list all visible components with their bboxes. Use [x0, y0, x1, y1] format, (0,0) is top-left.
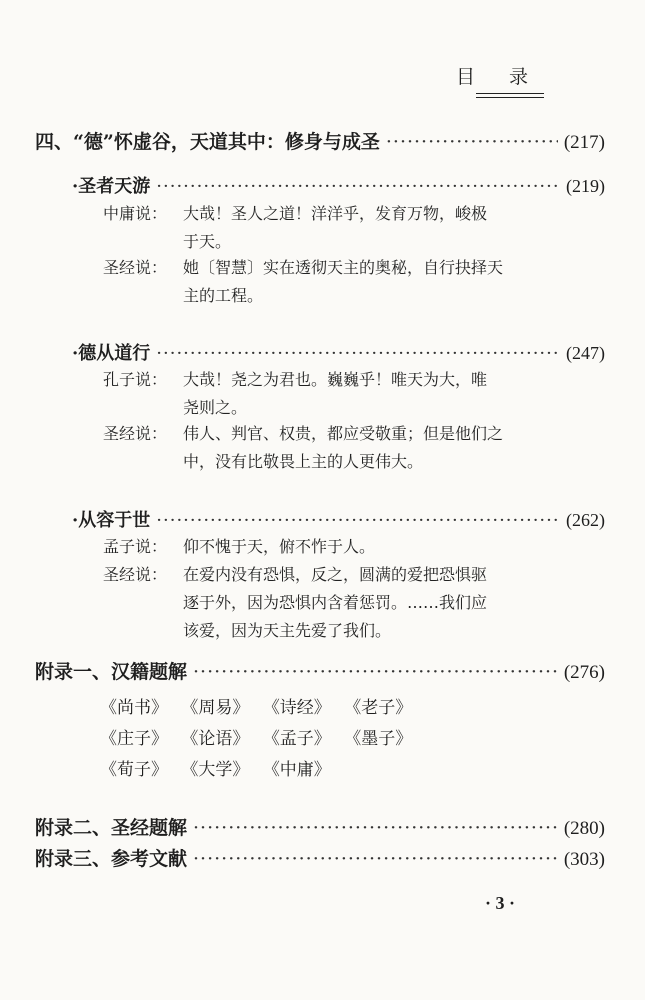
book-title: 《老子》: [344, 698, 413, 718]
quote-text: [183, 366, 487, 422]
toc-entry-page: (262): [566, 510, 605, 530]
book-title: 《尚书》: [100, 698, 168, 718]
quote-block: [103, 533, 563, 561]
book-title: 《孟子》: [262, 729, 331, 749]
quote-text: [183, 533, 375, 561]
quote-text: [183, 420, 503, 476]
book-title: 《周易》: [181, 698, 250, 718]
quote-block: [103, 366, 563, 422]
book-title: 《中庸》: [262, 760, 331, 780]
toc-entry-appendix-1[interactable]: [35, 657, 605, 684]
quote-block: [103, 254, 563, 310]
toc-leader-dots: [193, 817, 558, 839]
quote-source: 圣经说：: [103, 258, 168, 277]
toc-entry-section-4[interactable]: [35, 127, 605, 154]
book-title: 《墨子》: [344, 729, 413, 749]
quote-source: 孟子说：: [103, 537, 168, 556]
quote-line: 仰不愧于天，俯不怍于人。: [183, 537, 376, 556]
quote-line: 在爱内没有恐惧，反之，圆满的爱把恐惧驱: [183, 565, 488, 584]
header-rule-thin: [476, 97, 544, 98]
toc-entry-appendix-2[interactable]: [35, 813, 605, 840]
toc-entry-title: ·圣者天游: [72, 176, 151, 197]
toc-leader-dots: [156, 510, 560, 531]
book-row: [100, 693, 420, 724]
book-title: 《荀子》: [100, 760, 168, 780]
running-header: 目 录: [455, 66, 542, 88]
toc-entry-title: 附录一、汉籍题解: [35, 661, 188, 683]
toc-leader-dots: [193, 661, 558, 683]
toc-entry-page: (219): [566, 176, 605, 196]
book-row: [100, 755, 420, 786]
quote-line: 逐于外，因为恐惧内含着惩罚。……我们应: [183, 593, 488, 612]
page-number: · 3 ·: [485, 893, 516, 913]
toc-leader-dots: [156, 176, 560, 197]
toc-entry-title: 附录三、参考文献: [35, 848, 188, 870]
toc-entry-sub-1[interactable]: [72, 172, 605, 198]
toc-entry-title: ·德从道行: [72, 343, 151, 364]
toc-entry-page: (276): [563, 662, 605, 683]
toc-entry-sub-3[interactable]: [72, 506, 605, 532]
toc-leader-dots: [156, 343, 560, 364]
book-title: 《庄子》: [100, 729, 168, 749]
quote-source: 圣经说：: [103, 424, 168, 443]
toc-entry-appendix-3[interactable]: [35, 844, 605, 871]
toc-leader-dots: [193, 848, 558, 870]
quote-block: [103, 561, 563, 645]
quote-line: 大哉！尧之为君也。巍巍乎！唯天为大，唯: [183, 370, 488, 389]
toc-leader-dots: [386, 131, 558, 153]
toc-entry-sub-2[interactable]: [72, 339, 605, 365]
quote-line: 伟人、判官、权贵，都应受敬重；但是他们之: [183, 424, 504, 443]
toc-entry-page: (280): [563, 818, 605, 839]
quote-line: 该爱，因为天主先爱了我们。: [183, 621, 392, 640]
quote-line: 她〔智慧〕实在透彻天主的奥秘，自行抉择天: [183, 258, 504, 277]
toc-entry-page: (217): [563, 132, 605, 153]
toc-entry-title: 附录二、圣经题解: [35, 817, 188, 839]
quote-block: [103, 420, 563, 476]
toc-entry-page: (247): [566, 343, 605, 363]
book-list: [100, 693, 420, 786]
quote-line: 尧则之。: [183, 398, 248, 417]
quote-text: [183, 200, 487, 256]
quote-line: 主的工程。: [183, 286, 264, 305]
toc-entry-page: (303): [563, 849, 605, 870]
quote-source: 圣经说：: [103, 565, 168, 584]
quote-text: [183, 561, 487, 645]
quote-line: 中，没有比敬畏上主的人更伟大。: [183, 452, 424, 471]
quote-text: [183, 254, 503, 310]
book-title: 《大学》: [181, 760, 250, 780]
quote-source: 中庸说：: [103, 204, 168, 223]
book-title: 《论语》: [181, 729, 250, 749]
header-rule: [476, 93, 544, 94]
quote-line: 于天。: [183, 232, 232, 251]
quote-line: 大哉！圣人之道！洋洋乎，发育万物，峻极: [183, 204, 488, 223]
toc-entry-title: ·从容于世: [72, 510, 151, 531]
book-row: [100, 724, 420, 755]
book-title: 《诗经》: [262, 698, 331, 718]
quote-block: [103, 200, 563, 256]
toc-entry-title: 四、“德”怀虚谷，天道其中：修身与成圣: [35, 131, 380, 153]
quote-source: 孔子说：: [103, 370, 168, 389]
